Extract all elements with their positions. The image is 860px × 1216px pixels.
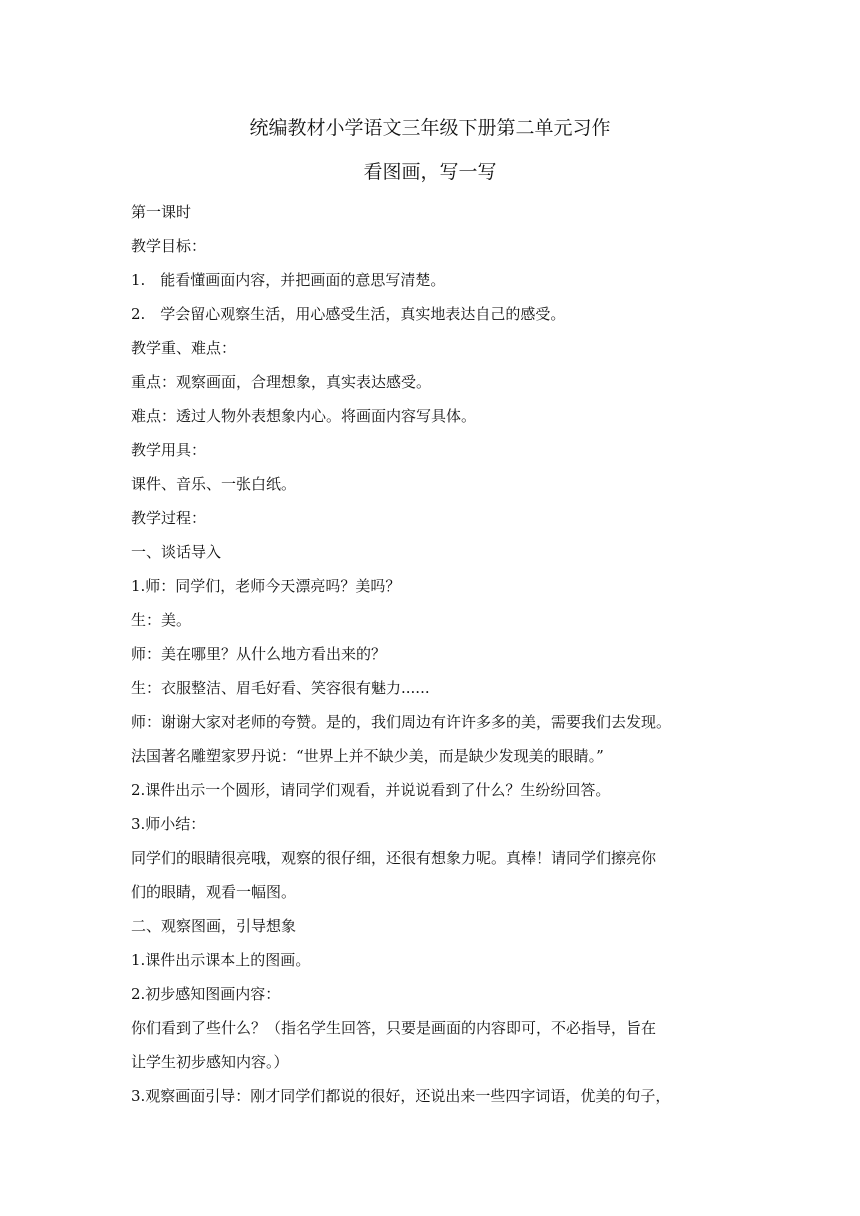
activity-line: 2.初步感知图画内容：: [131, 985, 281, 1003]
question-text-line: 让学生初步感知内容。）: [131, 1053, 289, 1071]
materials-text: 课件、音乐、一张白纸。: [131, 475, 297, 493]
dialogue-line: 生：衣服整洁、眉毛好看、笑容很有魅力......: [131, 679, 430, 697]
dialogue-line: 师：谢谢大家对老师的夸赞。是的，我们周边有许许多多的美，需要我们去发现。: [131, 713, 672, 731]
dialogue-line: 师：美在哪里？从什么地方看出来的？: [131, 645, 387, 663]
summary-text-line: 们的眼睛，观看一幅图。: [131, 883, 297, 901]
objective-item-2: 2. 学会留心观察生活，用心感受生活，真实地表达自己的感受。: [131, 305, 566, 323]
heading-key-points: 教学重、难点：: [131, 339, 237, 357]
quote-line: 法国著名雕塑家罗丹说：“世界上并不缺少美，而是缺少发现美的眼睛。”: [131, 747, 604, 765]
document-title: 统编教材小学语文三年级下册第二单元习作: [249, 117, 611, 139]
summary-text-line: 同学们的眼睛很亮哦，观察的很仔细，还很有想象力呢。真棒！请同学们擦亮你: [131, 849, 657, 867]
dialogue-line: 生：美。: [131, 611, 192, 629]
difficult-point-text: 难点：透过人物外表想象内心。将画面内容写具体。: [131, 407, 477, 425]
activity-line: 1.课件出示课本上的图画。: [131, 951, 311, 969]
heading-process: 教学过程：: [131, 509, 207, 527]
section-heading-2: 二、观察图画，引导想象: [131, 917, 297, 935]
section-heading-1: 一、谈话导入: [131, 543, 222, 561]
document-body: [131, 202, 731, 1120]
heading-objectives: 教学目标：: [131, 237, 207, 255]
objective-item-1: 1. 能看懂画面内容，并把画面的意思写清楚。: [131, 271, 446, 289]
key-point-text: 重点：观察画面，合理想象，真实表达感受。: [131, 373, 432, 391]
summary-heading: 3.师小结：: [131, 815, 206, 833]
guidance-text-line: 3.观察画面引导：刚才同学们都说的很好，还说出来一些四字词语，优美的句子，: [131, 1087, 671, 1105]
document-subtitle: 看图画，写一写: [363, 161, 497, 183]
activity-line: 2.课件出示一个圆形，请同学们观看，并说说看到了什么？生纷纷回答。: [131, 781, 611, 799]
dialogue-line: 1.师：同学们，老师今天漂亮吗？美吗？: [131, 577, 401, 595]
heading-materials: 教学用具：: [131, 441, 207, 459]
question-text-line: 你们看到了些什么？（指名学生回答，只要是画面的内容即可，不必指导，旨在: [131, 1019, 657, 1037]
section-label-lesson: 第一课时: [131, 203, 192, 221]
